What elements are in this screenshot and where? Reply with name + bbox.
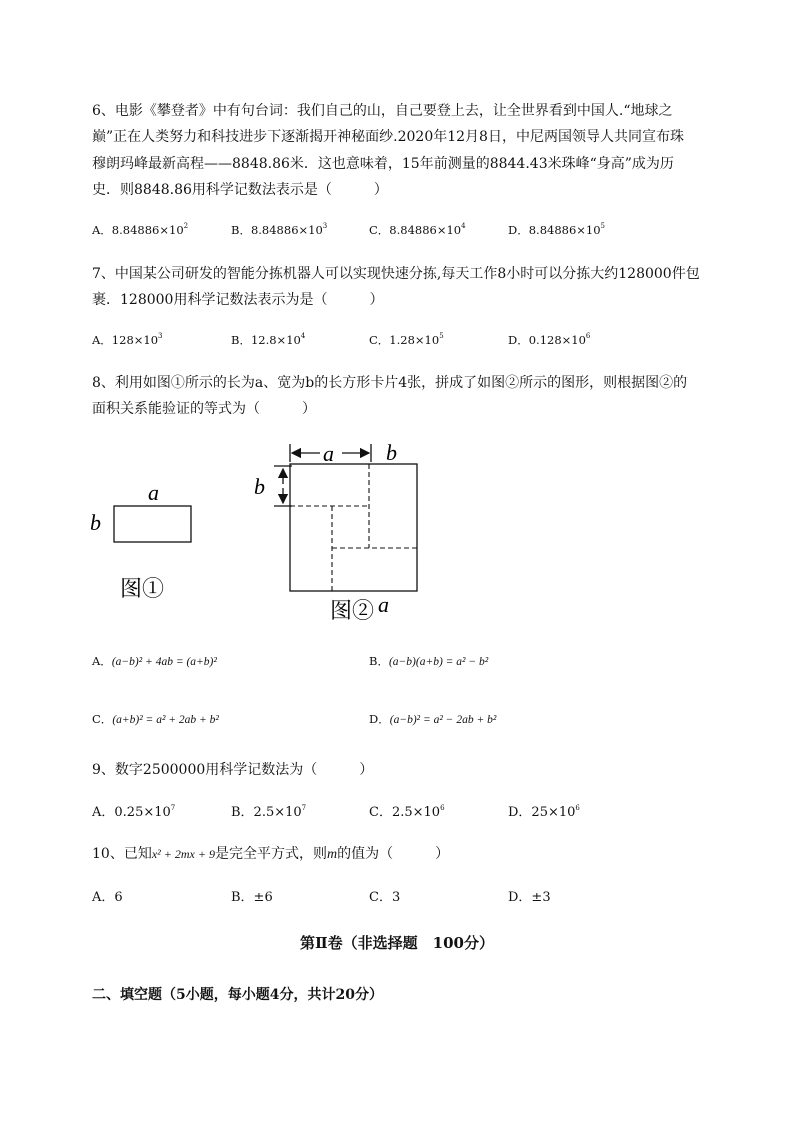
section-subhead: 二、填空题（5小题，每小题4分，共计20分） xyxy=(92,987,383,1003)
q8-text-line-2: 面积关系能验证的等式为（ ） xyxy=(92,401,316,417)
fig2-dashed-rectangles xyxy=(290,464,417,591)
q7-option-c: C．$1.28\times 10^5$ xyxy=(369,332,444,347)
q8-option-a: A．(a−b)² + 4ab = (a+b)² xyxy=(92,654,217,668)
fig2-caption: 图② xyxy=(330,598,375,623)
fig2-label-a-top: a xyxy=(323,441,334,466)
q6-text-line-3: 穆朗玛峰最新高程——8848.86米．这也意味着，15年前测量的8844.43米珠峰“身高”成为历 xyxy=(92,156,674,172)
figure-2 xyxy=(248,436,448,628)
q7-option-a: A．$128\times 10^3$ xyxy=(92,332,163,347)
q6-text-line-1: 6、电影《攀登者》中有句台词：我们自己的山，自己要登上去，让全世界看到中国人.“地球之 xyxy=(92,103,673,119)
q9-option-b: B．$2.5\times 10^7$ xyxy=(231,804,307,820)
q10-option-b: B．±6 xyxy=(231,890,273,905)
section-title: 第Ⅱ卷（非选择题 100分） xyxy=(300,934,494,952)
q8-option-b: B．(a−b)(a+b) = a² − b² xyxy=(369,654,489,668)
q7-text-line-1: 7、中国某公司研发的智能分拣机器人可以实现快速分拣,每天工作8小时可以分拣大约128000件包 xyxy=(92,266,700,282)
q6-text-line-4: 史．则8848.86用科学记数法表示是（ ） xyxy=(92,182,388,198)
q10-option-d: D．±3 xyxy=(508,890,551,905)
q10-option-a: A．6 xyxy=(92,890,123,905)
q7-option-d: D．$0.128\times 10^6$ xyxy=(508,332,591,347)
q6-option-c: C．$8.84886\times 10^4$ xyxy=(369,222,466,237)
q9-option-c: C．$2.5\times 10^6$ xyxy=(369,804,445,820)
figure-1 xyxy=(86,478,206,603)
fig1-label-b: b xyxy=(90,510,101,535)
q6-option-d: D．$8.84886\times 10^5$ xyxy=(508,222,606,237)
q8-option-c: C．(a+b)² = a² + 2ab + b² xyxy=(92,712,219,726)
q9-option-a: A．$0.25\times 10^7$ xyxy=(92,804,176,820)
q10-option-c: C．3 xyxy=(369,890,401,905)
fig2-label-a-bottom: a xyxy=(378,592,389,617)
fig1-caption: 图① xyxy=(120,576,165,601)
fig2-label-b-left: b xyxy=(254,474,265,499)
q8-text-line-1: 8、利用如图①所示的长为a、宽为b的长方形卡片4张，拼成了如图②所示的图形，则根据图②的 xyxy=(92,375,688,391)
q10-text-line-1: 10、已知x² + 2mx + 9是完全平方式，则m的值为（ ） xyxy=(92,846,450,862)
fig2-label-b-top: b xyxy=(386,440,397,465)
q6-option-a: A．$8.84886\times 10^2$ xyxy=(92,222,189,237)
q7-option-b: B．$12.8\times 10^4$ xyxy=(231,332,306,347)
q6-option-b: B．$8.84886\times 10^3$ xyxy=(231,222,328,237)
fig1-rectangle xyxy=(114,506,191,542)
fig2-outer-square xyxy=(290,464,417,591)
q8-option-d: D．(a−b)² = a² − 2ab + b² xyxy=(369,712,497,726)
q9-text-line-1: 9、数字2500000用科学记数法为（ ） xyxy=(92,762,374,778)
q6-text-line-2: 巅”正在人类努力和科技进步下逐渐揭开神秘面纱.2020年12月8日，中尼两国领导人共同宣布珠 xyxy=(92,129,684,145)
fig1-label-a: a xyxy=(148,480,159,505)
q9-option-d: D．$25\times 10^6$ xyxy=(508,804,580,820)
q7-text-line-2: 裹．128000用科学记数法表示为是（ ） xyxy=(92,292,384,308)
